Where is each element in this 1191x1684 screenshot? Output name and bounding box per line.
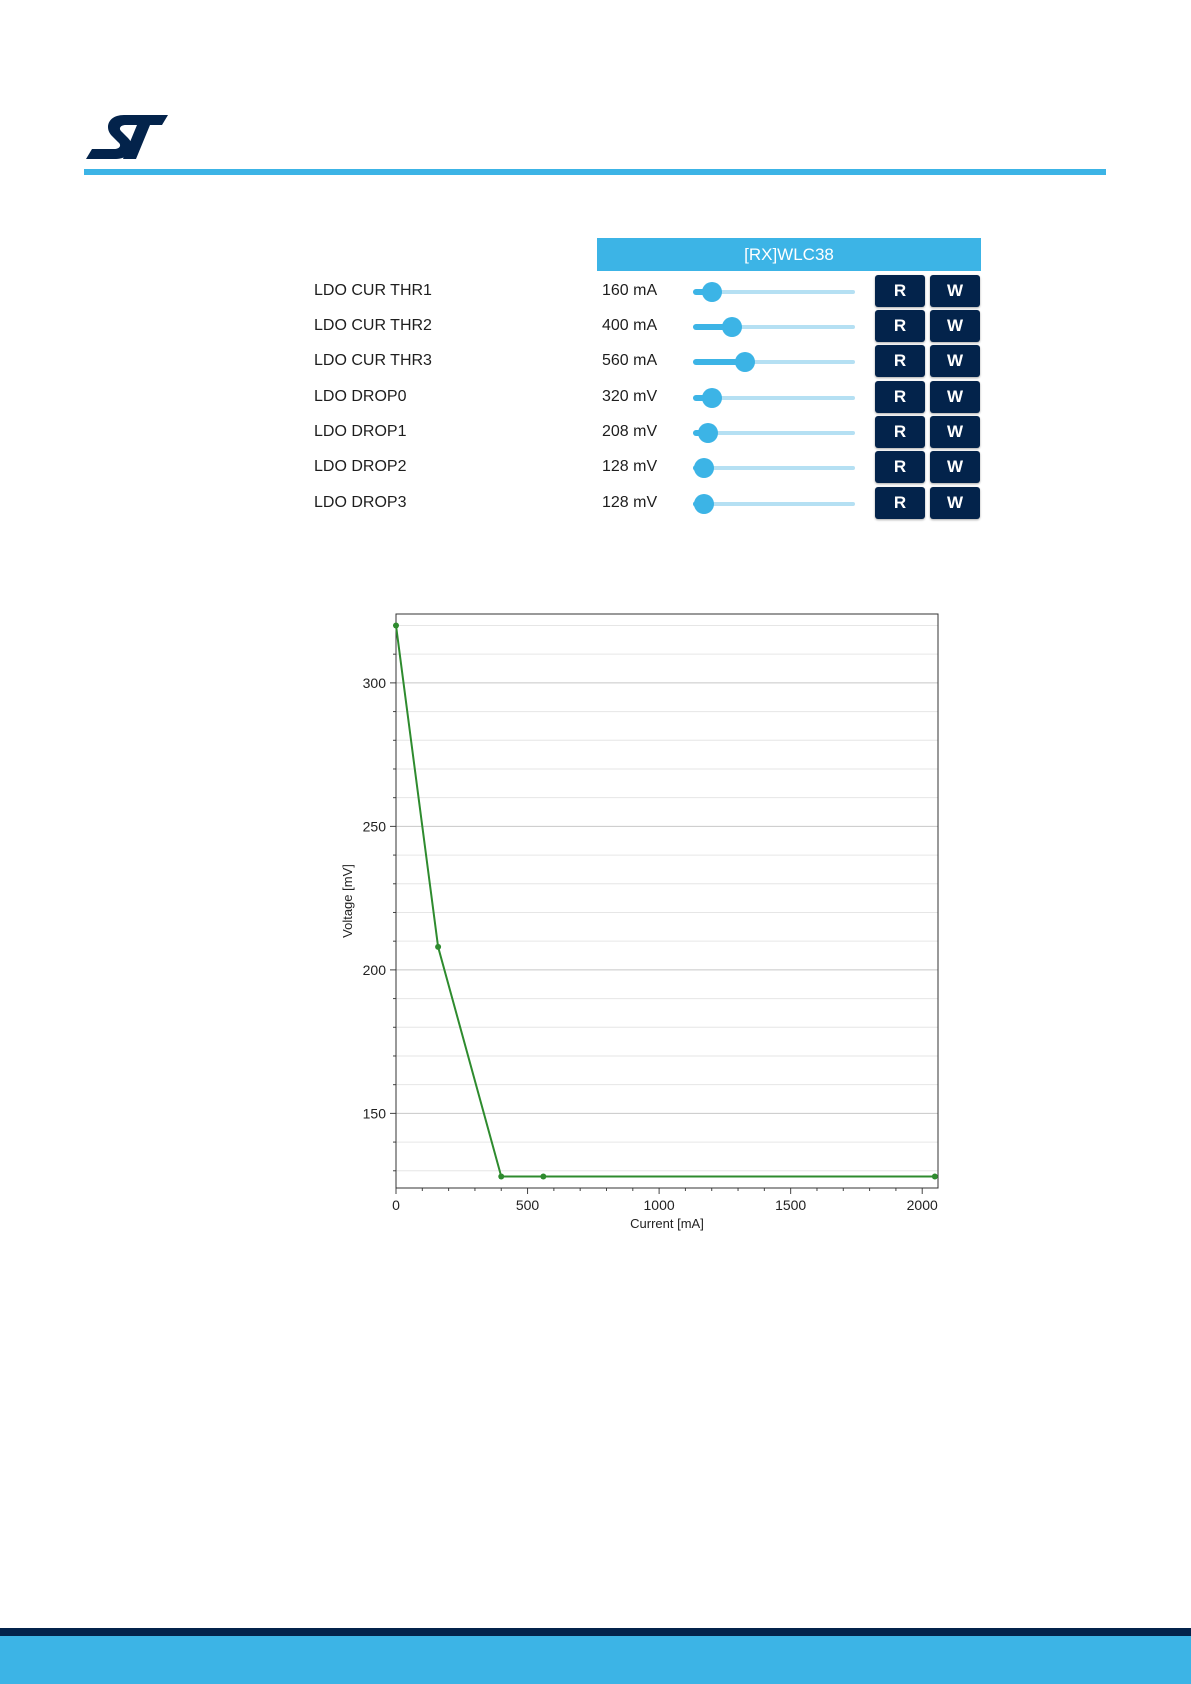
- data-point: [393, 622, 399, 628]
- write-button[interactable]: W: [930, 487, 980, 519]
- slider-thumb[interactable]: [694, 458, 714, 478]
- slider-thumb[interactable]: [735, 352, 755, 372]
- register-slider[interactable]: [693, 388, 855, 408]
- footer-bar-dark: [0, 1628, 1191, 1636]
- register-value: 560 mA: [602, 352, 658, 369]
- slider-track: [693, 502, 855, 506]
- read-button[interactable]: R: [875, 310, 925, 342]
- register-slider[interactable]: [693, 494, 855, 514]
- x-axis-label: Current [mA]: [630, 1216, 704, 1231]
- x-tick-label: 0: [392, 1197, 400, 1213]
- data-point: [435, 944, 441, 950]
- data-point: [498, 1174, 504, 1180]
- y-tick-label: 300: [362, 674, 386, 691]
- write-button[interactable]: W: [930, 345, 980, 377]
- register-value: 208 mV: [602, 423, 658, 440]
- y-tick-label: 200: [362, 961, 386, 978]
- slider-thumb[interactable]: [702, 388, 722, 408]
- device-header: [RX]WLC38: [597, 238, 981, 271]
- register-label: LDO DROP2: [314, 458, 407, 475]
- x-tick-label: 1000: [643, 1197, 675, 1213]
- footer-bar: [0, 1636, 1191, 1684]
- header-rule: [84, 169, 1106, 175]
- data-point: [540, 1174, 546, 1180]
- write-button[interactable]: W: [930, 416, 980, 448]
- write-button[interactable]: W: [930, 275, 980, 307]
- register-row: [0, 344, 1191, 380]
- write-button[interactable]: W: [930, 381, 980, 413]
- register-row: [0, 380, 1191, 416]
- register-label: LDO CUR THR3: [314, 352, 432, 369]
- write-button[interactable]: W: [930, 310, 980, 342]
- register-label: LDO DROP0: [314, 388, 407, 405]
- read-button[interactable]: R: [875, 416, 925, 448]
- data-point: [932, 1174, 938, 1180]
- register-row: [0, 309, 1191, 345]
- register-slider[interactable]: [693, 282, 855, 302]
- register-slider[interactable]: [693, 317, 855, 337]
- y-tick-label: 250: [362, 818, 386, 835]
- slider-thumb[interactable]: [722, 317, 742, 337]
- register-label: LDO CUR THR2: [314, 317, 432, 334]
- register-row: [0, 274, 1191, 310]
- write-button[interactable]: W: [930, 451, 980, 483]
- read-button[interactable]: R: [875, 451, 925, 483]
- slider-thumb[interactable]: [698, 423, 718, 443]
- series-line: [396, 625, 935, 1176]
- st-logo: [84, 113, 169, 161]
- y-axis-label: Voltage [mV]: [340, 864, 355, 938]
- register-slider[interactable]: [693, 423, 855, 443]
- register-value: 400 mA: [602, 317, 658, 334]
- register-row: [0, 415, 1191, 451]
- y-tick-label: 150: [362, 1105, 386, 1122]
- x-tick-label: 500: [515, 1197, 540, 1213]
- register-label: LDO DROP3: [314, 494, 407, 511]
- register-slider[interactable]: [693, 458, 855, 478]
- read-button[interactable]: R: [875, 487, 925, 519]
- register-value: 128 mV: [602, 458, 658, 475]
- register-label: LDO CUR THR1: [314, 282, 432, 299]
- x-tick-label: 1500: [775, 1197, 807, 1213]
- slider-track: [693, 466, 855, 470]
- register-slider[interactable]: [693, 352, 855, 372]
- read-button[interactable]: R: [875, 345, 925, 377]
- voltage-current-chart: [330, 600, 950, 1250]
- register-row: [0, 450, 1191, 486]
- register-row: [0, 486, 1191, 522]
- register-label: LDO DROP1: [314, 423, 407, 440]
- register-value: 128 mV: [602, 494, 658, 511]
- register-value: 160 mA: [602, 282, 658, 299]
- plot-frame: [396, 614, 938, 1188]
- read-button[interactable]: R: [875, 275, 925, 307]
- read-button[interactable]: R: [875, 381, 925, 413]
- x-tick-label: 2000: [906, 1197, 938, 1213]
- slider-thumb[interactable]: [694, 494, 714, 514]
- register-value: 320 mV: [602, 388, 658, 405]
- slider-thumb[interactable]: [702, 282, 722, 302]
